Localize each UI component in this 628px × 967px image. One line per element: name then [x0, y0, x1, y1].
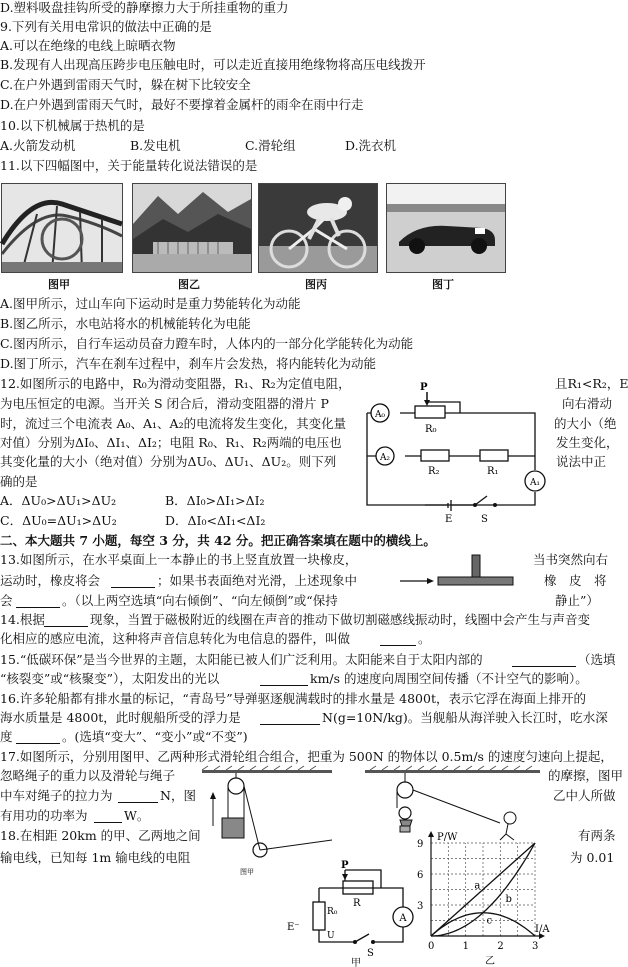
q12-circuit-diagram — [355, 380, 555, 525]
q12-line2-right: 向右滑动 — [562, 396, 613, 411]
q18-line1a: 18.在相距 20km 的甲、乙两地之间 — [0, 828, 201, 843]
label-a0: A₀ — [374, 410, 386, 420]
q14-blank-1[interactable] — [44, 612, 88, 627]
chart-x-tick: 2 — [497, 941, 504, 952]
q9-option-a: A.可以在绝缘的电线上晾晒衣物 — [0, 38, 176, 53]
race-car-photo — [386, 183, 506, 273]
q17-line2-right: 的摩擦，图甲 — [548, 768, 624, 783]
q11-option-b: B.图乙所示，水电站将水的机械能转化为电能 — [0, 316, 251, 331]
q18-label-e: E⁻ — [287, 922, 300, 933]
q18-line2a: 输电线，已知每 1m 输电线的电阻 — [0, 850, 191, 865]
chart-series-c — [431, 913, 535, 936]
q17-line3b: N，图 — [160, 788, 196, 803]
hydropower-dam-photo — [132, 183, 252, 273]
q15-blank-2[interactable] — [260, 671, 308, 686]
figure-caption-bing: 图丙 — [305, 278, 327, 291]
chart-series-label-a: a — [474, 880, 481, 892]
chart-y-tick: 9 — [417, 839, 424, 850]
label-e: E — [445, 514, 453, 525]
q12-line1: 12.如图所示的电路中，R₀为滑动变阻器，R₁、R₂为定值电阻， — [0, 376, 351, 391]
q13-blank-1[interactable] — [111, 573, 155, 588]
book-eraser-figure — [398, 553, 528, 593]
q9-stem: 9.下列有关用电常识的做法中正确的是 — [0, 19, 212, 34]
q10-option-b: B.发电机 — [130, 138, 181, 153]
q17-line4b: W。 — [124, 808, 150, 823]
q18-label-p: P — [341, 860, 349, 871]
q13-line1: 13.如图所示，在水平桌面上一本静止的书上竖直放置一块橡皮， — [0, 552, 358, 567]
q9-option-b: B.发现有人出现高压跨步电压触电时，可以走近直接用绝缘物将高压电线拨开 — [0, 57, 426, 72]
chart-caption: 乙 — [485, 956, 495, 967]
figure-caption-yi: 图乙 — [178, 278, 200, 291]
q18-label-r0: R₀ — [327, 907, 338, 917]
q14-line2b: 。 — [418, 631, 431, 646]
q13-line3-right: 静止”） — [555, 593, 599, 608]
chart-y-tick: 3 — [417, 901, 424, 912]
chart-x-tick: 3 — [532, 941, 539, 952]
q10-option-c: C.滑轮组 — [245, 138, 296, 153]
q16-line2a: 海水质量是 4800t，此时舰船所受的浮力是 — [0, 710, 241, 725]
chart-series-label-b: b — [505, 893, 512, 905]
q16-line2b: N(g=10N/kg)。当舰船从海洋驶入长江时，吃水深 — [322, 710, 608, 725]
q11-option-a: A.图甲所示，过山车向下运动时是重力势能转化为动能 — [0, 296, 301, 311]
q17-figure-jia-label: 图甲 — [240, 868, 254, 876]
q15-line1a: 15.“低碳环保”是当今世界的主题，太阳能已被人们广泛利用。太阳能来自于太阳内部的 — [0, 652, 483, 667]
label-r0: R₀ — [425, 424, 437, 435]
q13-line2b: ；如果书表面绝对光滑，上述现象中 — [157, 573, 358, 588]
q18-caption-jia: 甲 — [351, 958, 361, 967]
q14-line1a: 14.根据 — [0, 612, 45, 627]
q18-line1-right: 有两条 — [578, 828, 616, 843]
figure-caption-jia: 图甲 — [48, 278, 70, 291]
q18-label-a: A — [399, 913, 407, 924]
q12-line4-right: 发生变化， — [556, 435, 619, 450]
q10-option-d: D.洗衣机 — [345, 138, 397, 153]
label-r2: R₂ — [428, 466, 440, 477]
chart-xlabel: I/A — [535, 924, 550, 935]
figure-caption-ding: 图丁 — [432, 278, 454, 291]
q13-line3a: 会 — [0, 593, 13, 608]
q17-line1: 17.如图所示，分别用图甲、乙两种形式滑轮组合组合，把重为 500N 的物体以 0.5m/s 的速度匀速向上提起， — [0, 749, 613, 764]
chart-ylabel: P/W — [437, 832, 458, 843]
q17-blank-1[interactable] — [118, 788, 158, 803]
q12-line3: 时，流过三个电流表 A₀、A₁、A₂的电流将发生变化，其变化量 — [0, 416, 347, 431]
q12-option-c: C．ΔU₀=ΔU₁>ΔU₂ — [0, 513, 117, 528]
q15-line2a: “核裂变”或“核聚变”），太阳发出的光以 — [0, 671, 220, 686]
q10-stem: 10.以下机械属于热机的是 — [0, 118, 145, 133]
q16-line1: 16.许多轮船都有排水量的标记，“青岛号”导弹驱逐舰满载时的排水量是 4800t，表示它浮在海面上排开的 — [0, 691, 586, 706]
q9-option-d: D.在户外遇到雷雨天气时，最好不要撑着金属杆的雨伞在雨中行走 — [0, 97, 364, 112]
q17-line3a: 中车对绳子的拉力为 — [0, 788, 113, 803]
q14-line1b: 现象，当置于磁极附近的线圈在声音的推动下做切割磁感线振动时，线圈中会产生与声音变 — [90, 612, 591, 627]
q16-blank-1[interactable] — [260, 710, 320, 725]
label-p: P — [420, 382, 428, 393]
q9-option-c: C.在户外遇到雷雨天气时，躲在树下比较安全 — [0, 77, 251, 92]
label-a1: A₁ — [529, 478, 541, 488]
q14-line2a: 化相应的感应电流，这种将声音信息转化为电信息的器件，叫做 — [0, 631, 351, 646]
q15-line1b: （选填 — [578, 652, 616, 667]
q18-label-s: S — [367, 948, 374, 959]
q13-line2-right: 橡 皮 将 — [544, 573, 607, 588]
q18-circuit-diagram — [285, 862, 415, 967]
q13-blank-2[interactable] — [16, 593, 60, 608]
q16-line3b: 。(选填“变大”、“变小”或“不变”) — [62, 729, 248, 744]
q17-blank-2[interactable] — [94, 808, 122, 823]
q12-line2: 为电压恒定的电源。当开关 S 闭合后，滑动变阻器的滑片 P — [0, 396, 329, 411]
q11-option-d: D.图丁所示，汽车在刹车过程中，刹车片会发热，将内能转化为动能 — [0, 356, 377, 371]
section-2-heading: 二、本大题共 7 小题，每空 3 分，共 42 分。把正确答案填在题中的横线上。 — [0, 533, 436, 548]
q12-line1-right: 且R₁<R₂，E — [555, 376, 628, 391]
q12-line5: 其变化量的大小（绝对值）分别为ΔU₀、ΔU₁、ΔU₂。则下列 — [0, 454, 337, 469]
q12-option-d: D．ΔI₀<ΔI₁<ΔI₂ — [165, 513, 266, 528]
q15-blank-1[interactable] — [512, 652, 576, 667]
q15-line2b: km/s 的速度向周围空间传播（不计空气的影响）。 — [310, 671, 588, 686]
chart-series-label-c: c — [486, 915, 493, 927]
q16-line3a: 度 — [0, 729, 13, 744]
chart-x-tick: 1 — [462, 941, 470, 952]
q13-line2a: 运动时，橡皮将会 — [0, 573, 101, 588]
q13-line1-right: 当书突然向右 — [533, 552, 609, 567]
q18-line2-right: 为 0.01 — [570, 850, 615, 865]
q10-option-a: A.火箭发动机 — [0, 138, 76, 153]
q12-line6: 确的是 — [0, 474, 38, 489]
q12-line4: 对值）分别为ΔI₀、ΔI₁、ΔI₂；电阻 R₀、R₁、R₂两端的电压也 — [0, 435, 342, 450]
q12-line3-right: 的大小（绝 — [554, 416, 617, 431]
q17-line4a: 有用功的功率为 — [0, 808, 88, 823]
roller-coaster-photo — [1, 183, 123, 273]
q16-blank-2[interactable] — [16, 729, 60, 744]
q13-line3b: 。（以上两空选填“向右倾倒”、“向左倾倒”或“保持 — [62, 593, 338, 608]
q17-line3-right: 乙中人所做 — [553, 788, 616, 803]
q12-option-b: B．ΔI₀>ΔI₁>ΔI₂ — [165, 493, 265, 508]
chart-x-tick: 0 — [428, 941, 435, 952]
q18-label-r: R — [353, 898, 361, 909]
q12-option-a: A．ΔU₀>ΔU₁>ΔU₂ — [0, 493, 117, 508]
q8-option-d: D.塑料吸盘挂钩所受的静摩擦力大于所挂重物的重力 — [0, 0, 289, 15]
fixed-pulley-icon — [228, 778, 244, 794]
label-s: S — [481, 514, 488, 525]
chart-y-tick: 6 — [417, 870, 424, 881]
label-r1: R₁ — [487, 466, 499, 477]
label-a2: A₂ — [379, 453, 391, 463]
q14-blank-2[interactable] — [380, 631, 416, 646]
q17-line2a: 忽略绳子的重力以及滑轮与绳子 — [0, 768, 176, 783]
q11-stem: 11.以下四幅图中，关于能量转化说法错误的是 — [0, 158, 258, 173]
cyclist-photo — [258, 183, 378, 273]
power-current-chart — [415, 828, 550, 967]
q12-line5-right: 说法中正 — [556, 454, 607, 469]
q18-label-u: U — [327, 931, 335, 941]
q11-option-c: C.图丙所示，自行车运动员奋力蹬车时，人体内的一部分化学能转化为动能 — [0, 336, 414, 351]
